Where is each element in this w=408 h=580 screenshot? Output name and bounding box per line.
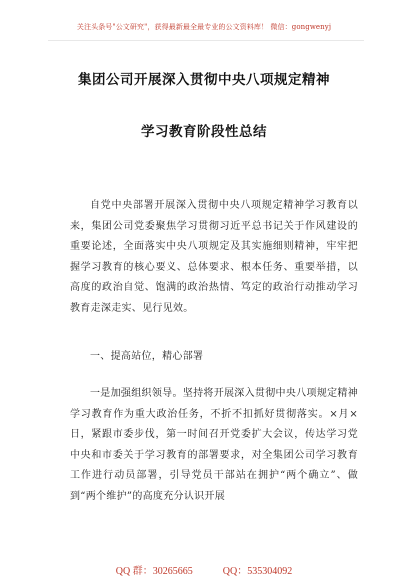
footer-contact <box>0 562 408 577</box>
body-paragraph-organization: 一是加强组织领导。坚持将开展深入贯彻中央八项规定精神学习教育作为重大政治任务，不折不扣抓好贯彻落实。×月×日，紧跟市委步伐，第一时间召开党委扩大会议，传达学习党中央和市委关于学习教育的部署要求，对全集团公司学习教育工作进行动员部署，引导党员干部站在拥护“两个确立”、做到“两个维护”的高度充分认识开展 <box>70 388 358 502</box>
body-paragraph-intro: 自党中央部署开展深入贯彻中央八项规定精神学习教育以来，集团公司党委聚焦学习贯彻习近平总书记关于作风建设的重要论述，全面落实中央八项规定及其实施细则精神，牢牢把握学习教育的核心要义、总体要求、根本任务、重要举措，以高度的政治自觉、饱满的政治热情、笃定的政治行动推动学习教育走深走实、见行见效。 <box>70 200 358 314</box>
header-divider <box>48 40 364 41</box>
document-title-line2: 学习教育阶段性总结 <box>141 124 267 140</box>
footer-qq-number: QQ：535304092 <box>222 566 293 577</box>
header-banner: 关注头条号"公文研究"，获得最新最全最专业的公文资料库！ 微信：gongwenyj <box>76 23 332 31</box>
section-heading-1: 一、提高站位，精心部署 <box>90 351 204 362</box>
document-title-line1: 集团公司开展深入贯彻中央八项规定精神 <box>78 72 330 88</box>
footer-qq-group: QQ 群：30265665 <box>115 566 193 577</box>
